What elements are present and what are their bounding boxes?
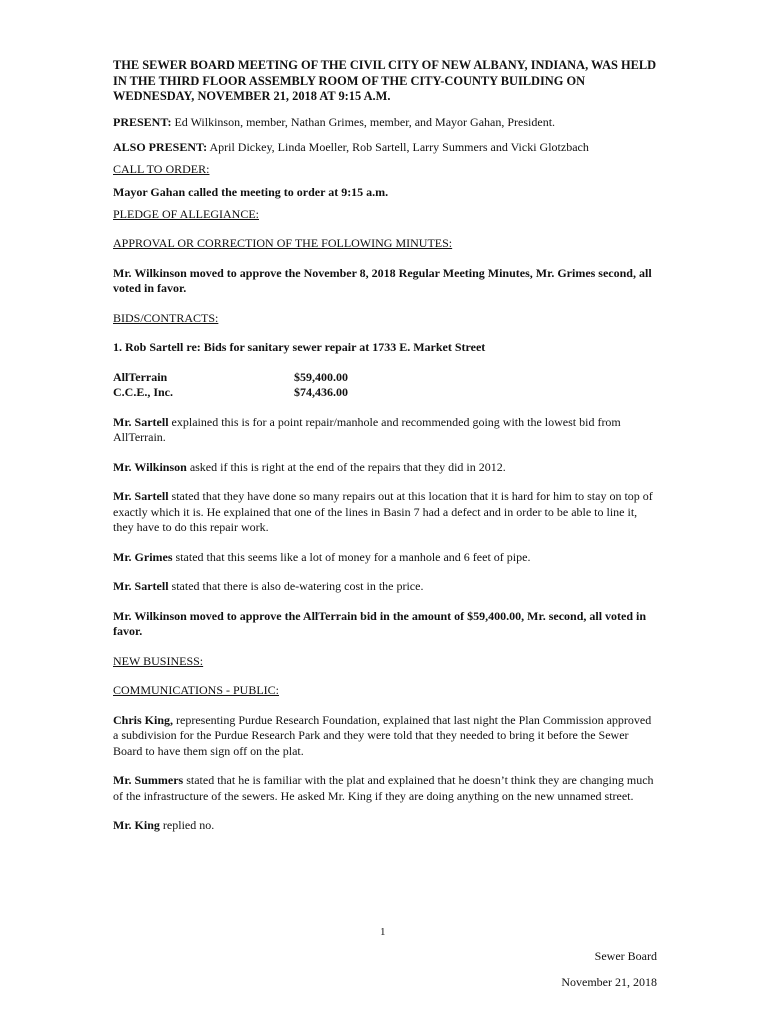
bid-amount: $74,436.00 <box>294 385 348 399</box>
motion-text: Mr. Wilkinson moved to approve the AllTerrain bid in the amount of $59,400.00, Mr. second, all voted in favor. <box>113 608 647 638</box>
speaker-name: Mr. Wilkinson <box>113 459 187 474</box>
speaker-text: explained this is for a point repair/manhole and recommended going with the lowest bid from AllTerrain. <box>113 414 621 444</box>
speaker-name: Mr. Grimes <box>113 549 173 564</box>
communications-heading: COMMUNICATIONS - PUBLIC: <box>113 683 280 697</box>
speaker-text: replied no. <box>159 818 215 832</box>
communication-paragraph <box>113 713 658 760</box>
approval-heading: APPROVAL OR CORRECTION OF THE FOLLOWING MINUTES: <box>113 236 453 250</box>
communication-paragraph <box>113 818 658 834</box>
speaker-text: stated that there is also de-watering cost in the price. <box>168 579 424 593</box>
discussion-paragraph <box>113 415 658 446</box>
speaker-text: stated that this seems like a lot of money for a manhole and 6 feet of pipe. <box>172 549 531 564</box>
bid-amount: $59,400.00 <box>294 369 348 384</box>
new-business-heading: NEW BUSINESS: <box>113 653 204 668</box>
communication-paragraph <box>113 773 658 804</box>
minutes-document <box>113 58 658 834</box>
speaker-text: stated that he is familiar with the plat and explained that he doesn’t think they are changing much of the infrastructure of the sewers. He asked Mr. King if they are doing anything on the new unnamed street. <box>113 773 654 803</box>
footer-date: November 21, 2018 <box>561 975 657 989</box>
call-to-order-heading: CALL TO ORDER: <box>113 161 210 176</box>
also-present-label: ALSO PRESENT: <box>113 140 208 154</box>
also-present-paragraph <box>113 140 658 156</box>
discussion-paragraph <box>113 579 658 595</box>
bid-row <box>113 370 658 386</box>
speaker-text: asked if this is right at the end of the repairs that they did in 2012. <box>186 459 506 474</box>
bids-item: 1. Rob Sartell re: Bids for sanitary sewer repair at 1733 E. Market Street <box>113 340 486 354</box>
bid-row <box>113 385 658 401</box>
speaker-name: Mr. King <box>113 818 160 832</box>
present-label: PRESENT: <box>113 114 172 129</box>
document-title: THE SEWER BOARD MEETING OF THE CIVIL CITY OF NEW ALBANY, INDIANA, WAS HELD IN THE THIRD FLOOR ASSEMBLY ROOM OF THE CITY-COUNTY BUILDING ON WEDNESDAY, NOVEMBER 21, 2018 AT 9:15 A.M. <box>113 58 657 103</box>
speaker-name: Mr. Sartell <box>113 579 169 593</box>
speaker-name: Chris King, <box>113 712 174 727</box>
speaker-name: Mr. Sartell <box>113 414 169 429</box>
discussion-paragraph <box>113 460 658 476</box>
speaker-text: stated that they have done so many repairs out at this location that it is hard for him to stay on top of exactly which it is. He explained that one of the lines in Basin 7 had a defect and in order to be able to line it, they have to do this repair work. <box>113 489 653 534</box>
bids-table <box>113 370 658 401</box>
discussion-paragraph <box>113 550 658 566</box>
present-paragraph <box>113 115 658 131</box>
pledge-heading: PLEDGE OF ALLEGIANCE: <box>113 206 259 221</box>
also-present-text: April Dickey, Linda Moeller, Rob Sartell, Larry Summers and Vicki Glotzbach <box>207 140 589 154</box>
speaker-text: representing Purdue Research Foundation, explained that last night the Plan Commission approved a subdivision for the Purdue Research Park and they were told that they needed to bring it before the Sewer Board to have them sign off on the plat. <box>113 712 652 758</box>
discussion-paragraph <box>113 489 658 536</box>
bid-name: C.C.E., Inc. <box>113 385 174 399</box>
present-text: Ed Wilkinson, member, Nathan Grimes, member, and Mayor Gahan, President. <box>171 114 556 129</box>
speaker-name: Mr. Summers <box>113 773 184 787</box>
speaker-name: Mr. Sartell <box>113 489 169 503</box>
call-to-order-text: Mayor Gahan called the meeting to order at 9:15 a.m. <box>113 185 389 199</box>
footer-board: Sewer Board <box>594 949 657 963</box>
bid-name: AllTerrain <box>113 369 168 384</box>
approval-text: Mr. Wilkinson moved to approve the November 8, 2018 Regular Meeting Minutes, Mr. Grimes second, all voted in favor. <box>113 265 652 295</box>
page-number: 1 <box>380 926 386 938</box>
bids-heading: BIDS/CONTRACTS: <box>113 310 219 325</box>
